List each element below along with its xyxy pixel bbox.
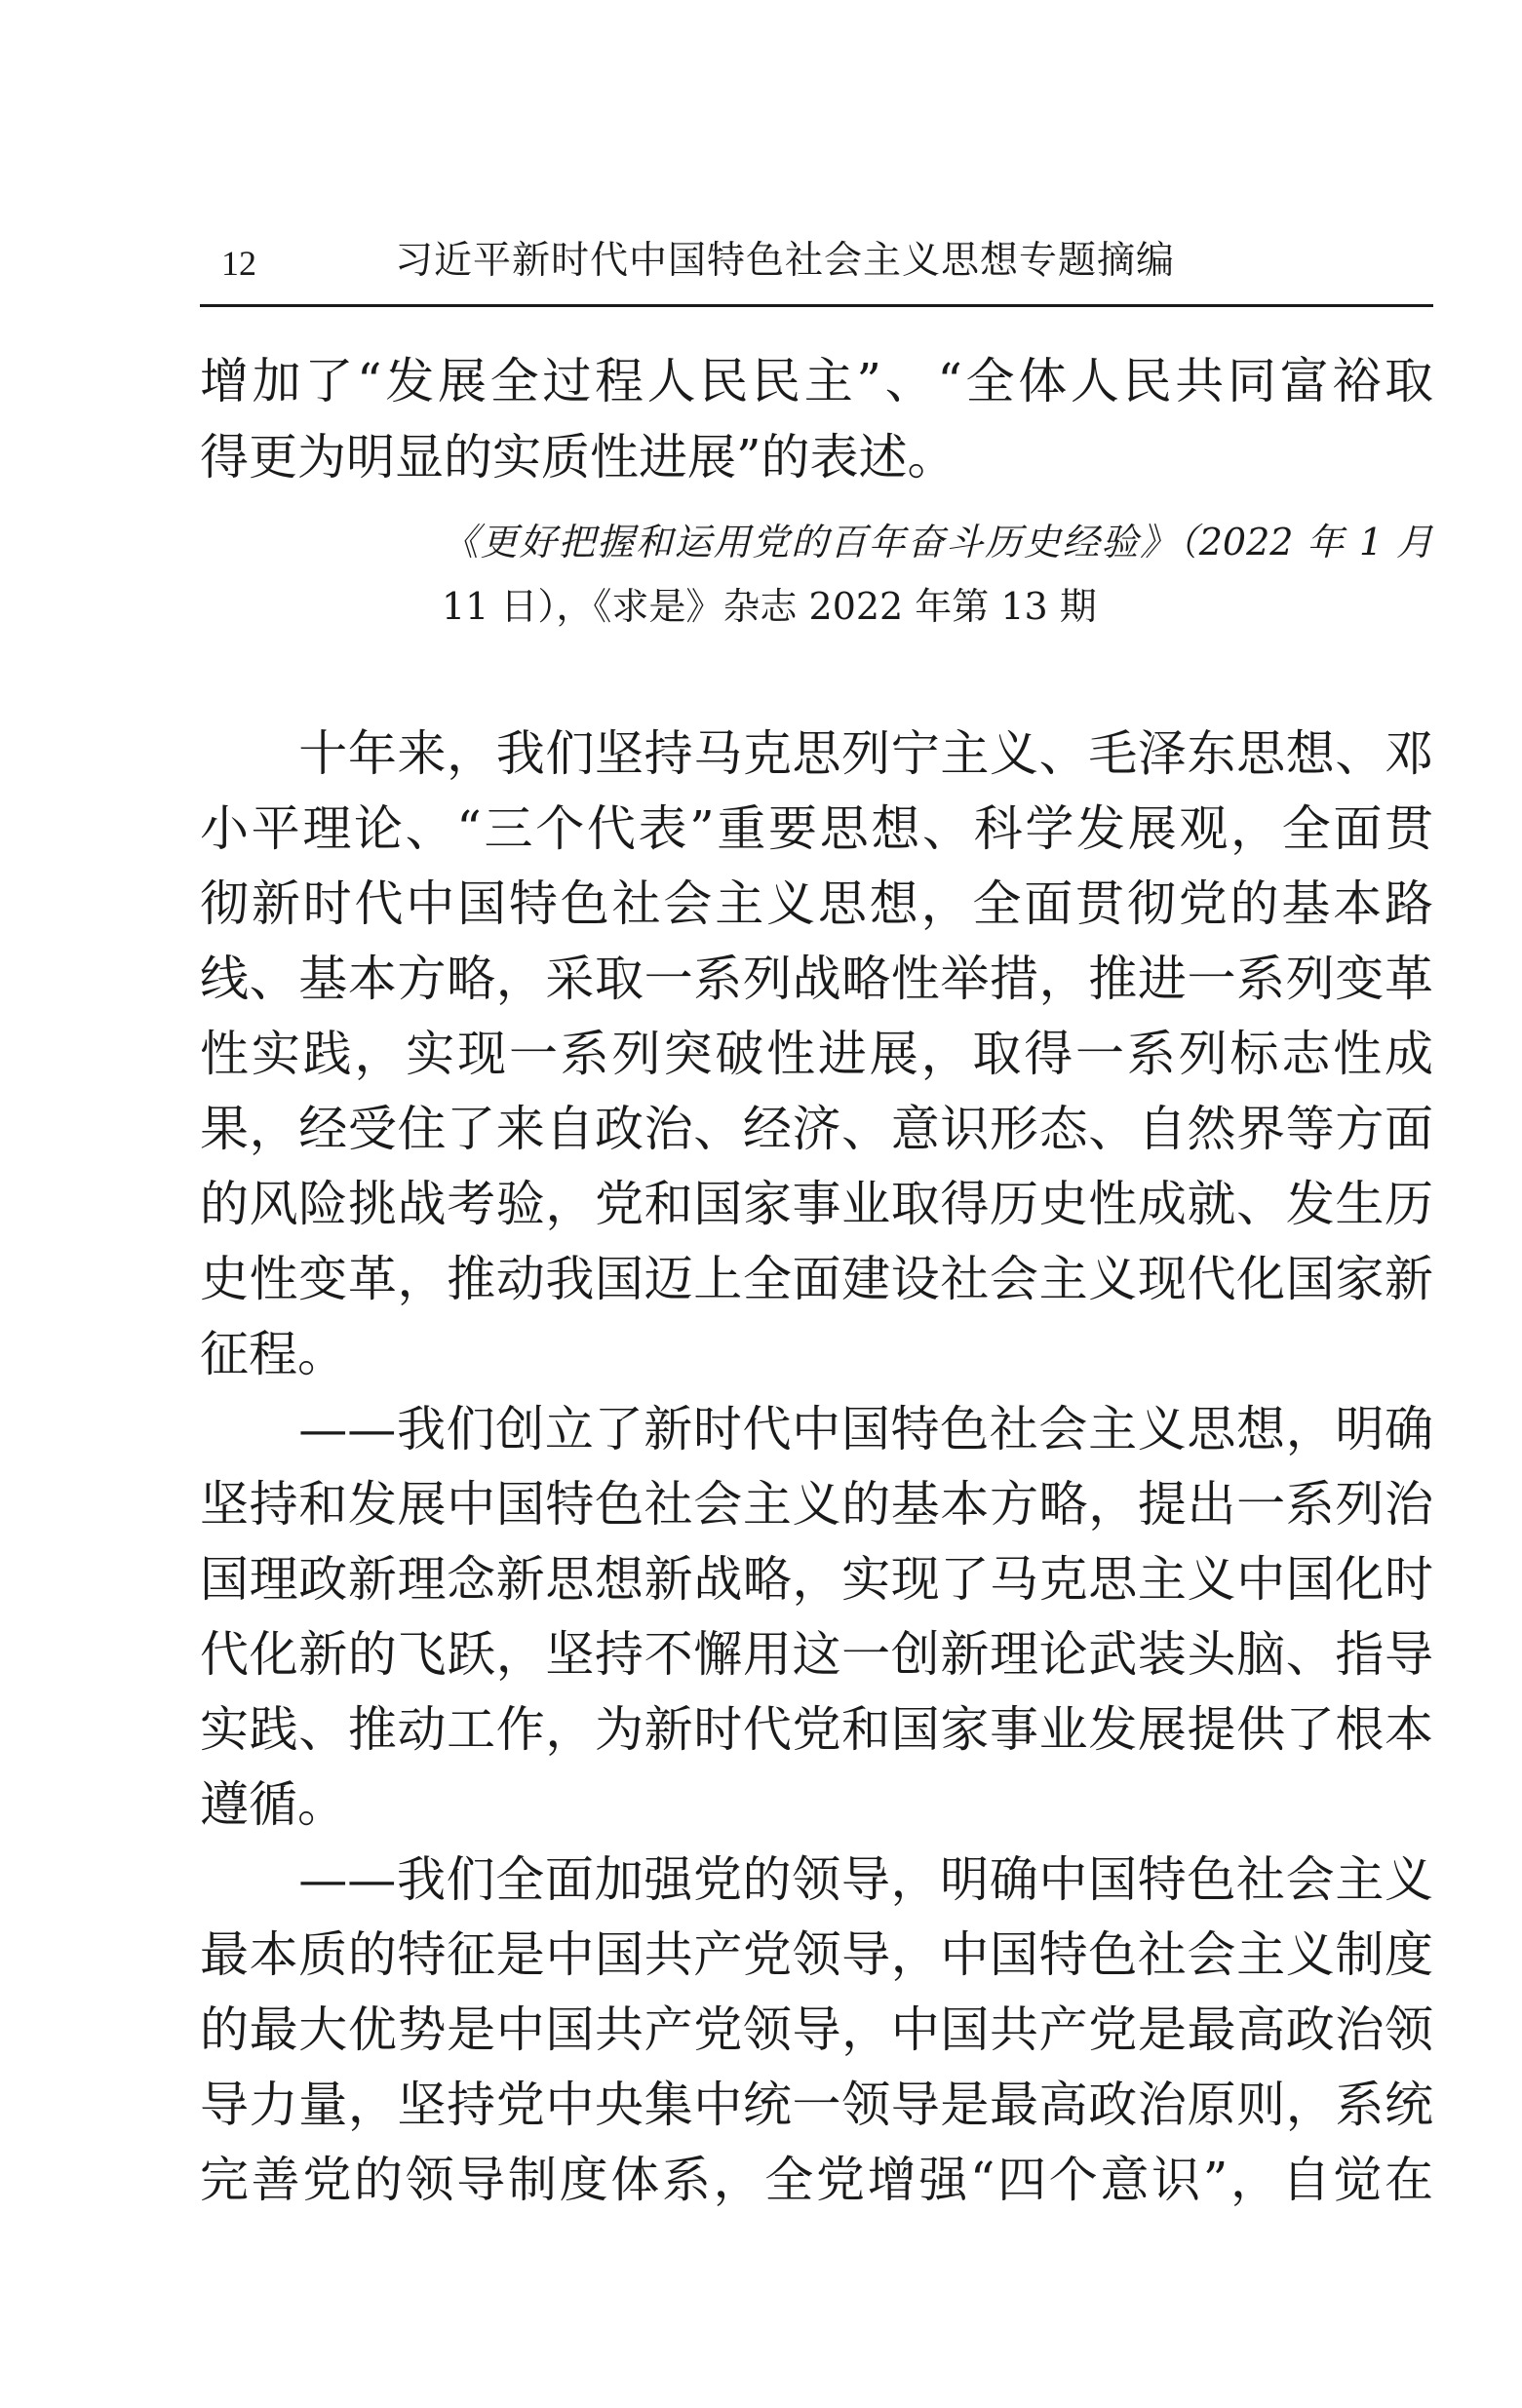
paragraph-1-line-7: 的风险挑战考验，党和国家事业取得历史性成就、发生历 — [200, 1176, 1433, 1232]
paragraph-1-line-8: 史性变革，推动我国迈上全面建设社会主义现代化国家新 — [200, 1251, 1433, 1307]
header-rule — [200, 304, 1433, 307]
paragraph-2-line-6: 遵循。 — [200, 1776, 346, 1833]
intro-line-1: 增加了“发展全过程人民民主”、“全体人民共同富裕取 — [200, 353, 1433, 409]
intro-line-2: 得更为明显的实质性进展”的表述。 — [200, 429, 956, 485]
citation-line-1: 《更好把握和运用党的百年奋斗历史经验》（2022 年 1 月 — [442, 521, 1433, 563]
paragraph-3-line-4: 导力量，坚持党中央集中统一领导是最高政治原则，系统 — [200, 2077, 1433, 2133]
paragraph-1-line-9: 征程。 — [200, 1326, 346, 1382]
paragraph-1-line-1: 十年来，我们坚持马克思列宁主义、毛泽东思想、邓 — [200, 725, 1433, 782]
paragraph-1-line-3: 彻新时代中国特色社会主义思想，全面贯彻党的基本路 — [200, 875, 1433, 932]
paragraph-1-line-4: 线、基本方略，采取一系列战略性举措，推进一系列变革 — [200, 951, 1433, 1007]
paragraph-3-line-2: 最本质的特征是中国共产党领导，中国特色社会主义制度 — [200, 1926, 1433, 1983]
paragraph-3-line-1: ——我们全面加强党的领导，明确中国特色社会主义 — [200, 1851, 1433, 1908]
page-header — [200, 234, 1433, 302]
running-title: 习近平新时代中国特色社会主义思想专题摘编 — [395, 239, 1176, 283]
paragraph-3-line-5: 完善党的领导制度体系，全党增强“四个意识”，自觉在 — [200, 2152, 1433, 2208]
page-number: 12 — [221, 244, 256, 283]
paragraph-3-line-3: 的最大优势是中国共产党领导，中国共产党是最高政治领 — [200, 2001, 1433, 2058]
paragraph-2-line-3: 国理政新理念新思想新战略，实现了马克思主义中国化时 — [200, 1551, 1433, 1608]
paragraph-2-line-2: 坚持和发展中国特色社会主义的基本方略，提出一系列治 — [200, 1476, 1433, 1533]
paragraph-1-line-2: 小平理论、“三个代表”重要思想、科学发展观，全面贯 — [200, 800, 1433, 857]
paragraph-2-line-5: 实践、推动工作，为新时代党和国家事业发展提供了根本 — [200, 1701, 1433, 1758]
citation-line-2: 11 日），《求是》杂志 2022 年第 13 期 — [442, 585, 1097, 628]
paragraph-1-line-5: 性实践，实现一系列突破性进展，取得一系列标志性成 — [200, 1026, 1433, 1082]
paragraph-2-line-1: ——我们创立了新时代中国特色社会主义思想，明确 — [200, 1401, 1433, 1457]
paragraph-2-line-4: 代化新的飞跃，坚持不懈用这一创新理论武装头脑、指导 — [200, 1626, 1433, 1683]
paragraph-1-line-6: 果，经受住了来自政治、经济、意识形态、自然界等方面 — [200, 1101, 1433, 1157]
